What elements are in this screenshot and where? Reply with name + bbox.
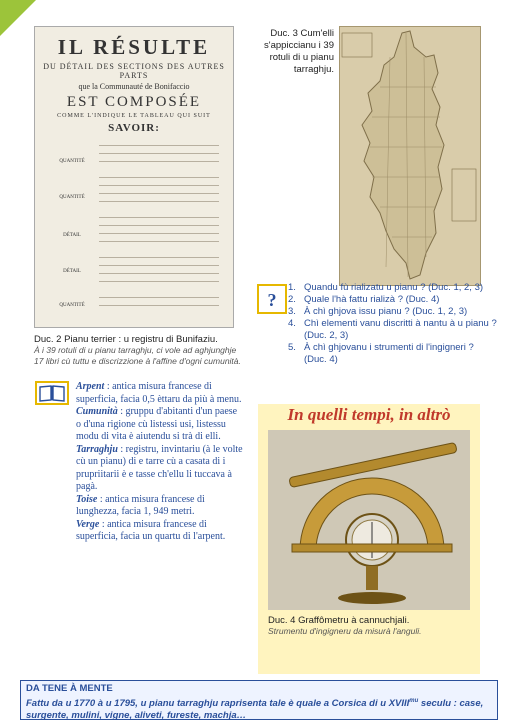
question-item: 5. À chì ghjovanu i strumenti di l'ingigneri ? (Duc. 4) xyxy=(288,342,474,365)
glossary-entry: Verge : antica misura francese di superficia, facia un quartu di l'arpent. xyxy=(76,518,226,542)
doc4-caption xyxy=(268,615,478,637)
doc2-caption-subtitle: À i 39 rotuli di u pianu tarraghju, ci vole ad aghjunghje 17 libri cù tuttu e discrizzione à l'affine d'ogni cumunità. xyxy=(34,345,241,366)
doc4-caption-title: Duc. 4 Graffômetru à cannuchjali. xyxy=(268,615,410,626)
doc2-register-image xyxy=(34,26,234,328)
corner-accent xyxy=(0,0,36,36)
doc2-line3: EST COMPOSÉE xyxy=(66,94,202,110)
doc2-group-label: QUANTITÉ xyxy=(59,195,85,200)
book-icon xyxy=(35,381,69,405)
glossary-entry: Cumunità : gruppu d'abitanti d'un paese o d'una rigione cù listessi usi, listessu modu di vita è aiutendu si trà di elli. xyxy=(76,406,238,442)
question-item: 1. Quandu fù rializatu u pianu ? (Duc. 1, 2, 3) xyxy=(288,282,484,293)
glossary-entry: Tarraghju : registru, invintariu (à le volte cù un pianu) di e tarre cù a casata di i prupriitarii è e tasse ch'ellu li tuccava à pagà. xyxy=(76,443,243,492)
glossary-entry: Toise : antica misura francese di lunghezza, facia 1, 949 metri. xyxy=(76,493,205,517)
doc2-group-label: DÉTAIL xyxy=(63,233,81,238)
question-icon xyxy=(257,284,287,314)
glossary-entry: Arpent : antica misura francese di superficia, facia 0,5 èttaru da più à menu. xyxy=(76,381,242,405)
doc2-caption xyxy=(34,334,248,367)
question-item: 2. Quale l'hà fattu rializà ? (Duc. 4) xyxy=(288,294,440,305)
doc2-group-label: QUANTITÉ xyxy=(59,159,85,164)
doc4-caption-subtitle: Strumentu d'ingigneru da misurà l'anguli. xyxy=(268,626,422,636)
question-item: 3. À chì ghjova issu pianu ? (Duc. 1, 2, 3) xyxy=(288,306,468,317)
panel-title: In quelli tempi, in altrò xyxy=(287,405,451,424)
graphometer-image xyxy=(268,430,470,610)
questions-list xyxy=(288,282,498,366)
doc2-group-label: DÉTAIL xyxy=(63,269,81,274)
doc2-caption-title: Duc. 2 Pianu terrier : u registru di Bunifaziu. xyxy=(34,334,218,345)
question-item: 4. Chì elementi vanu discritti à nantu à u pianu ? (Duc. 2, 3) xyxy=(288,318,497,341)
doc2-line1: DU DÉTAIL DES SECTIONS DES AUTRES PARTS xyxy=(43,62,225,80)
key-takeaway-title: DA TENE À MENTE xyxy=(26,683,113,694)
key-takeaway-text: Fattu da u 1770 à u 1795, u pianu tarraghju raprisenta tale è quale a Corsica di u $XVIII^{mu}$ seculu : case, surgente, mulini, vigne, aliveti, fureste, machja… xyxy=(26,698,484,721)
doc3-map-image xyxy=(339,26,481,286)
svg-text:?: ? xyxy=(267,290,277,310)
doc2-group-label: QUANTITÉ xyxy=(59,303,85,308)
glossary xyxy=(76,381,244,544)
doc3-caption: Duc. 3 Cum'elli s'appiccianu i 39 rotuli di u pianu tarraghju. xyxy=(264,28,334,75)
doc2-line5: SAVOIR: xyxy=(108,122,160,134)
doc2-table xyxy=(45,137,223,317)
doc2-title: IL RÉSULTE xyxy=(57,35,211,59)
corsica-map-drawing xyxy=(340,27,480,285)
doc2-line2: que la Communauté de Bonifaccio xyxy=(78,82,190,91)
doc2-line4: COMME L'INDIQUE LE TABLEAU QUI SUIT xyxy=(57,113,211,119)
